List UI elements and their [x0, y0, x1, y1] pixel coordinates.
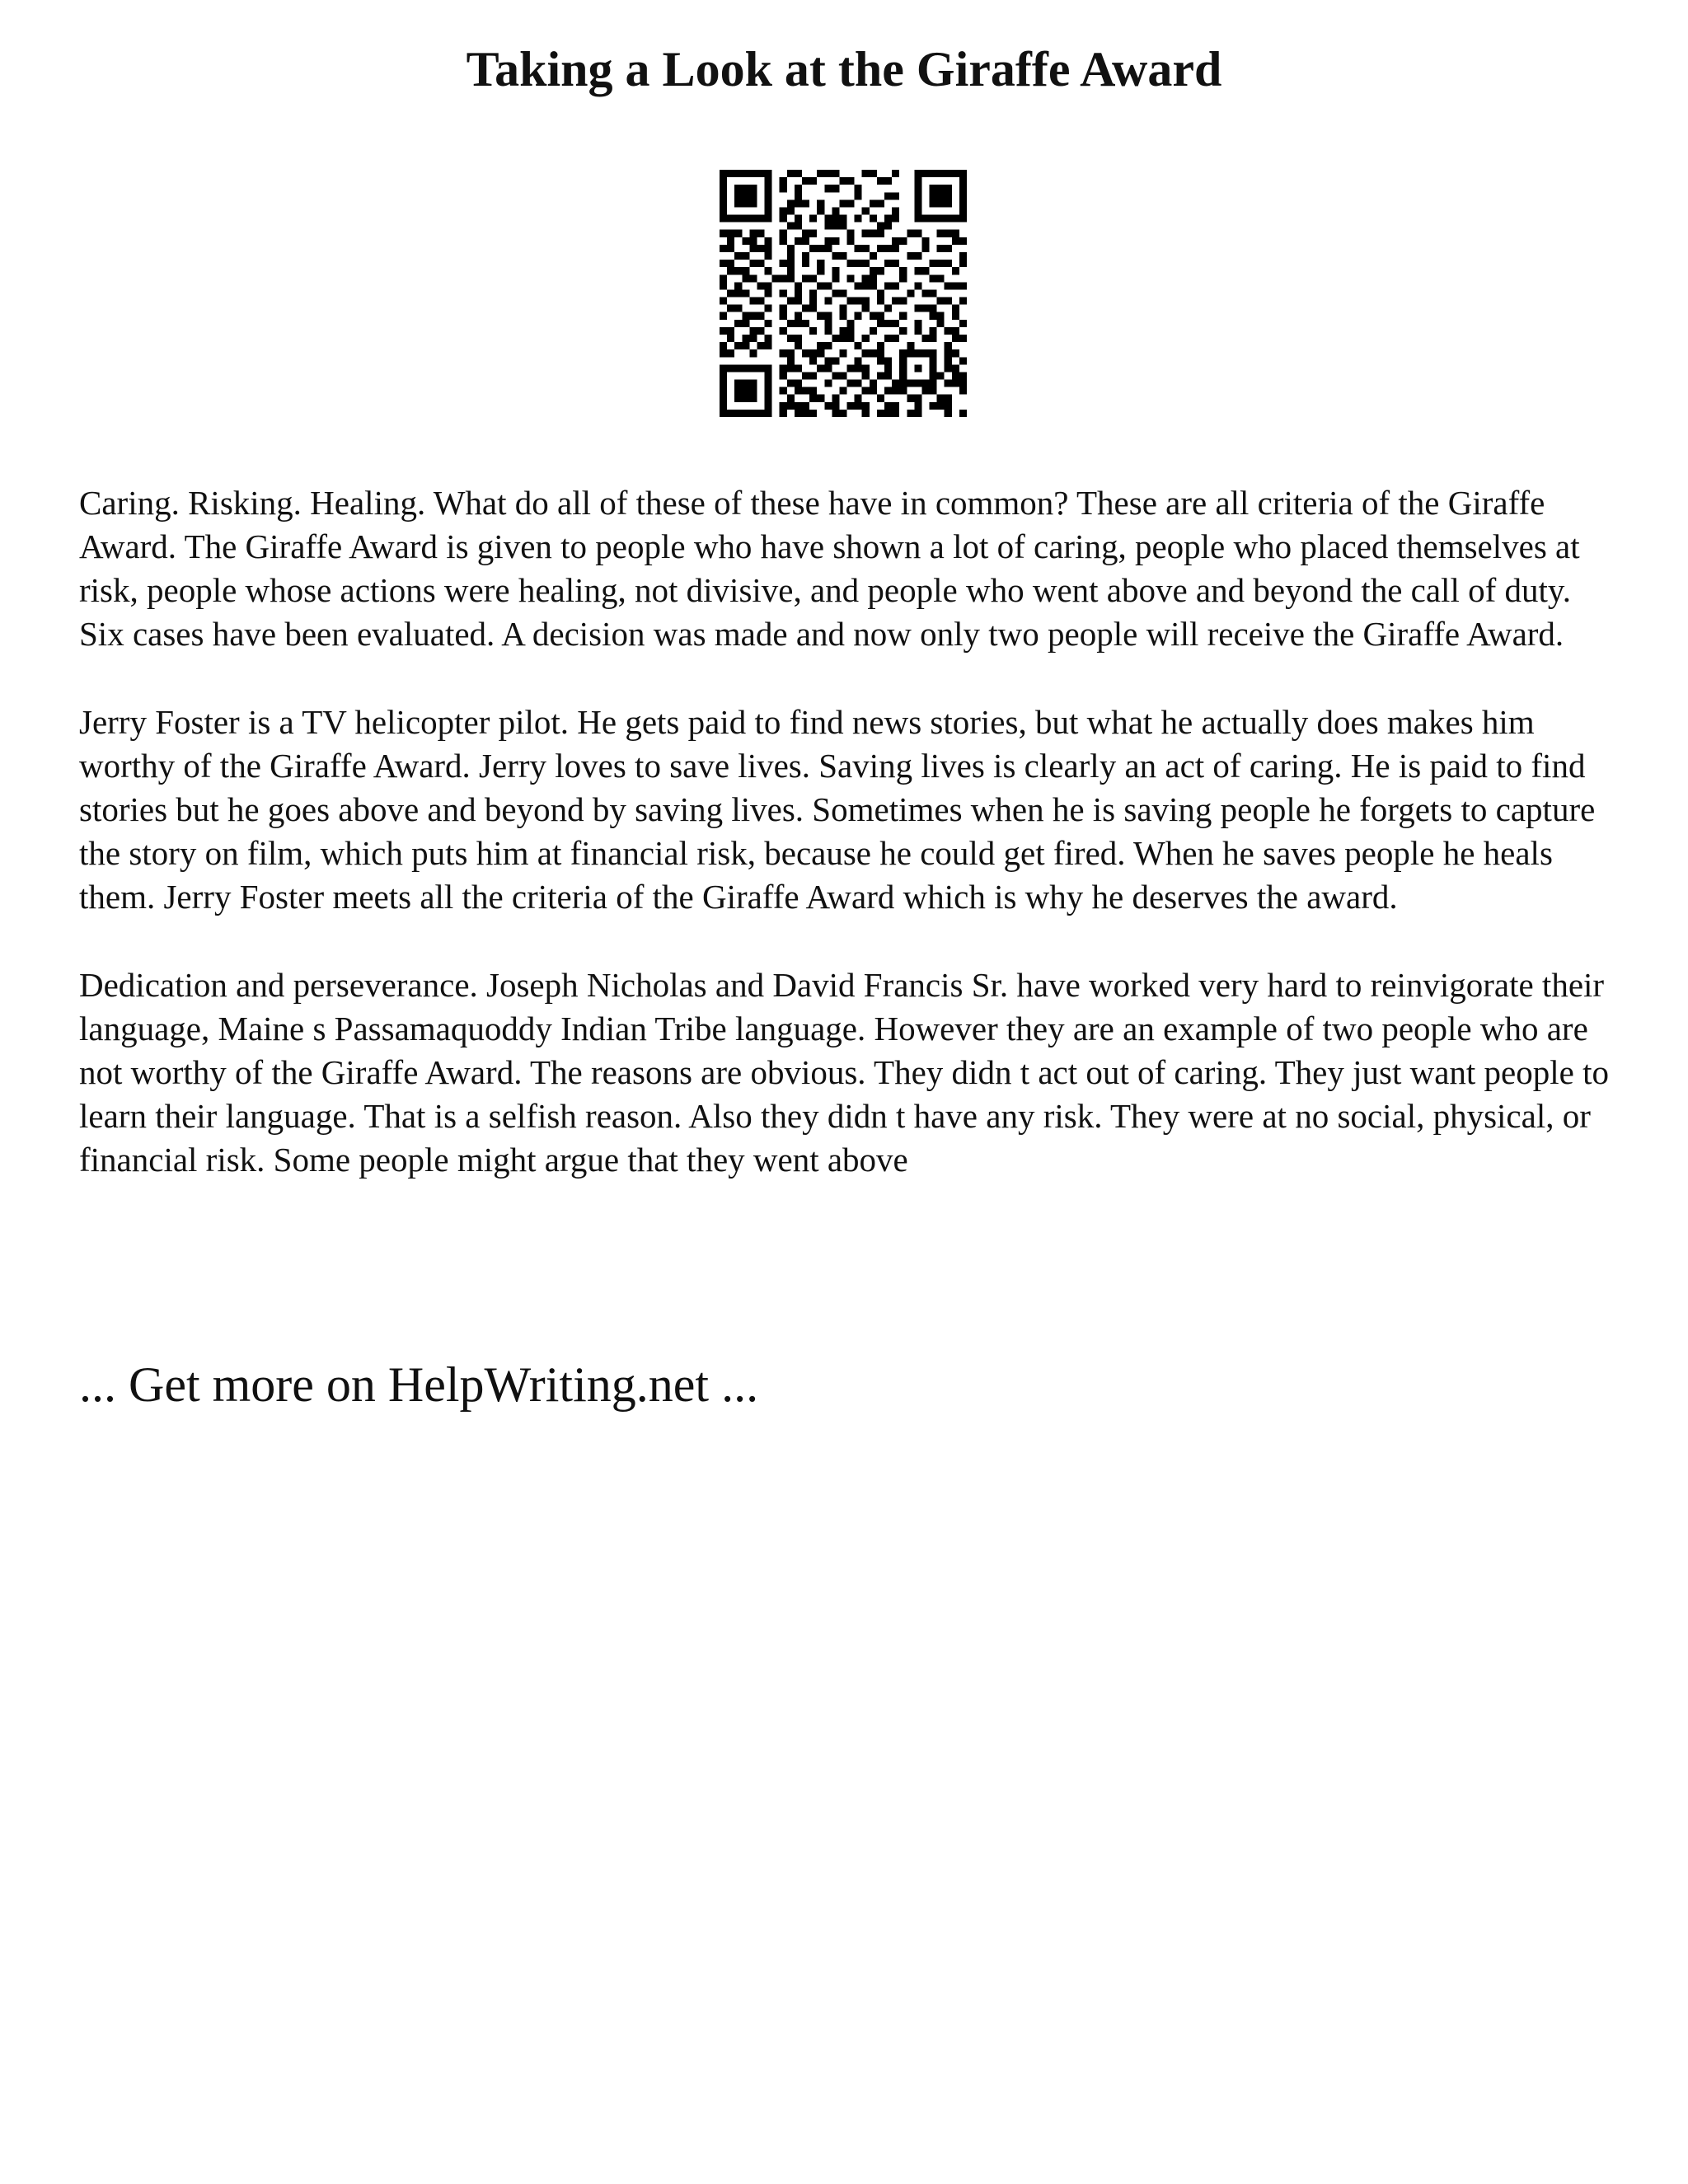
- paragraph: Caring. Risking. Healing. What do all of these of these have in common? These are all criteria of the Giraffe Award. The Giraffe Award is given to people who have shown a lot of caring, people who placed themselves at risk, people whose actions were healing, not divisive, and people who went above and beyond the call of duty. Six cases have been evaluated. A decision was made and now only two people will receive the Giraffe Award.: [79, 484, 1580, 653]
- paragraph: Jerry Foster is a TV helicopter pilot. He gets paid to find news stories, but what he actually does makes him worthy of the Giraffe Award. Jerry loves to save lives. Saving lives is clearly an act of caring. He is paid to find stories but he goes above and beyond by saving lives. Sometimes when he is saving people he forgets to capture the story on film, which puts him at financial risk, because he could get fired. When he saves people he heals them. Jerry Foster meets all the criteria of the Giraffe Award which is why he deserves the award.: [79, 703, 1596, 916]
- page-title: Taking a Look at the Giraffe Award: [466, 42, 1222, 96]
- paragraph: Dedication and perseverance. Joseph Nicholas and David Francis Sr. have worked very hard to reinvigorate their language, Maine s Passamaquoddy Indian Tribe language. However they are an example of two people who are not worthy of the Giraffe Award. The reasons are obvious. They didn t act out of caring. They just want people to learn their language. That is a selfish reason. Also they didn t have any risk. They were at no social, physical, or financial risk. Some people might argue that they went above: [79, 966, 1609, 1179]
- get-more-link[interactable]: ... Get more on HelpWriting.net ...: [79, 1357, 759, 1412]
- article-body: [79, 481, 1620, 1226]
- qr-code-icon[interactable]: [720, 170, 967, 417]
